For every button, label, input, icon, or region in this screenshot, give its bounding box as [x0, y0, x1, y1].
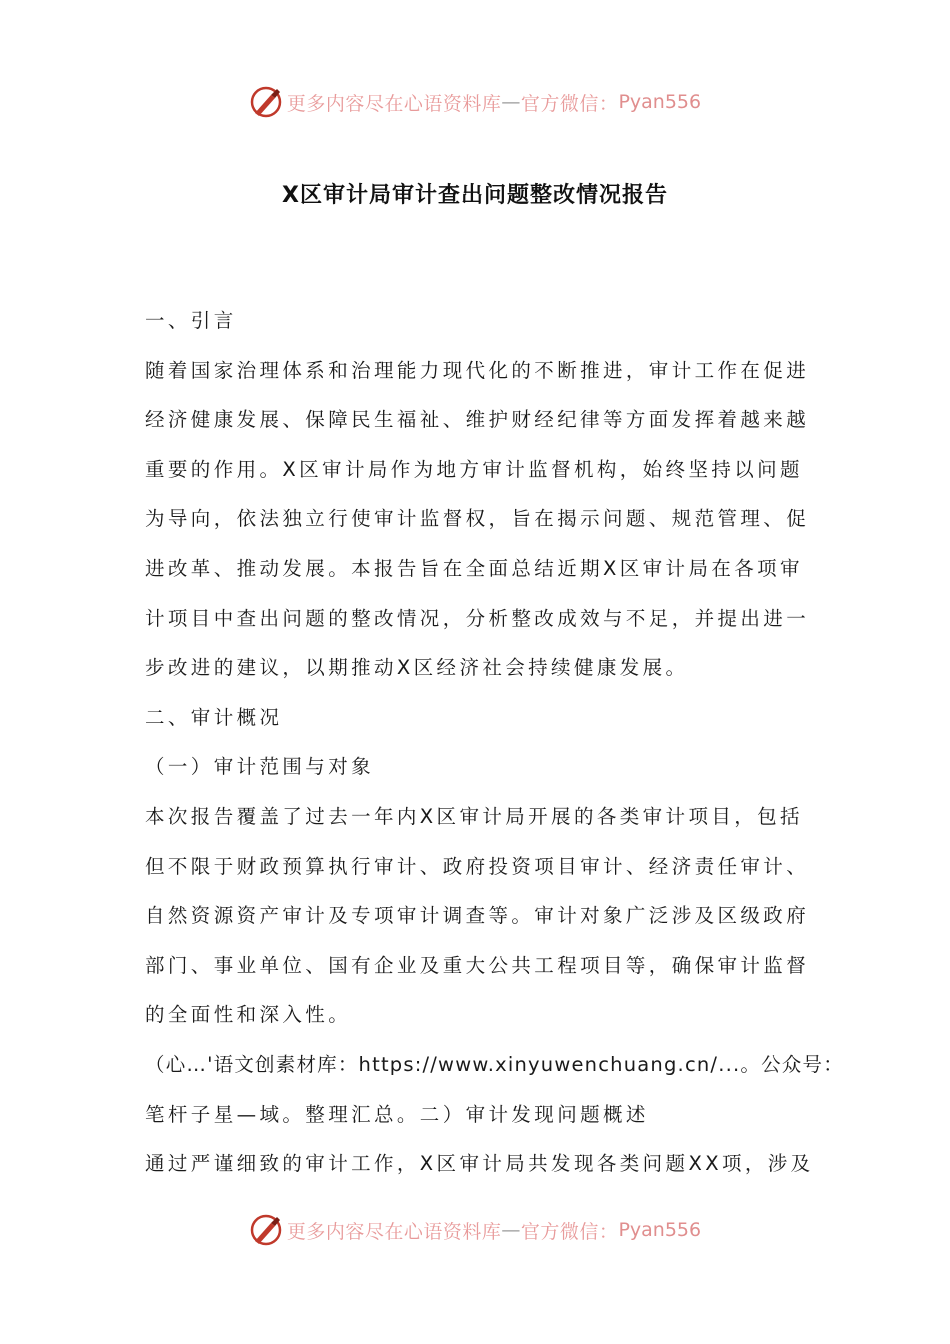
paragraph-line: 通过严谨细致的审计工作，X区审计局共发现各类问题XX项，涉及 — [145, 1152, 814, 1176]
paragraph-line: 计项目中查出问题的整改情况，分析整改成效与不足，并提出进一 — [145, 606, 810, 630]
pen-logo-icon — [249, 1213, 283, 1247]
paragraph-line: 笔杆子星—域。整理汇总。二）审计发现问题概述 — [145, 1102, 649, 1126]
paragraph-line: 步改进的建议，以期推动X区经济社会持续健康发展。 — [145, 656, 689, 680]
watermark-brand-text: 更多内容尽在心语资料库 — [286, 92, 502, 115]
watermark-separator: — — [501, 91, 521, 113]
document-body — [145, 296, 844, 1189]
paragraph-line: 部门、事业单位、国有企业及重大公共工程项目等，确保审计监督 — [145, 953, 810, 977]
paragraph-line: 但不限于财政预算执行审计、政府投资项目审计、经济责任审计、 — [145, 854, 810, 878]
watermark-official-text: 官方微信： — [520, 1220, 619, 1243]
document-title: X区审计局审计查出问题整改情况报告 — [282, 183, 668, 208]
paragraph-line: 随着国家治理体系和治理能力现代化的不断推进，审计工作在促进 — [145, 358, 810, 382]
watermark-wechat-id: Pyan556 — [618, 1219, 702, 1241]
paragraph-line: 自然资源资产审计及专项审计调查等。审计对象广泛涉及区级政府 — [145, 904, 810, 928]
paragraph-line: 本次报告覆盖了过去一年内X区审计局开展的各类审计项目，包括 — [145, 804, 803, 828]
paragraph-line: 的全面性和深入性。 — [145, 1003, 352, 1027]
header-watermark — [0, 82, 950, 122]
section-heading: 一、引言 — [145, 309, 237, 332]
source-note-line: （心…'语文创素材库：https://www.xinyuwenchuang.cn/...。公众号： — [145, 1052, 844, 1076]
paragraph-line: 经济健康发展、保障民生福祉、维护财经纪律等方面发挥着越来越 — [145, 408, 810, 432]
watermark-separator: — — [501, 1219, 521, 1241]
pen-logo-icon — [249, 85, 283, 119]
paragraph-line: 重要的作用。X区审计局作为地方审计监督机构，始终坚持以问题 — [145, 457, 803, 481]
watermark-wechat-id: Pyan556 — [618, 91, 702, 113]
paragraph-line: 为导向，依法独立行使审计监督权，旨在揭示问题、规范管理、促 — [145, 507, 810, 531]
paragraph-line: 进改革、推动发展。本报告旨在全面总结近期X区审计局在各项审 — [145, 556, 803, 580]
section-heading: 二、审计概况 — [145, 705, 283, 729]
watermark-brand-text: 更多内容尽在心语资料库 — [286, 1220, 502, 1243]
watermark-official-text: 官方微信： — [520, 92, 619, 115]
subsection-heading: （一）审计范围与对象 — [145, 755, 375, 779]
footer-watermark — [0, 1210, 950, 1250]
